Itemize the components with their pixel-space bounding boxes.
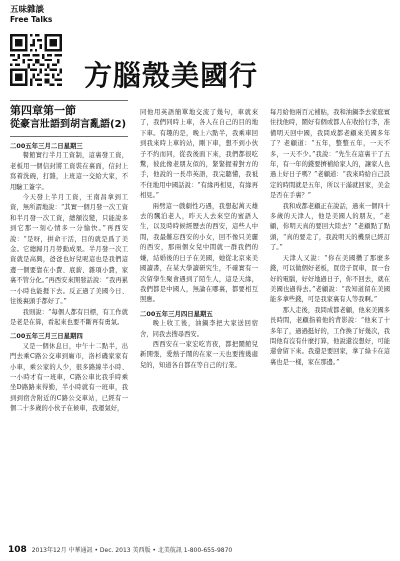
diary-date: 二00五年三月四日星期五 (140, 309, 213, 318)
paragraph: 每月給他兩百元補貼，我和油鍋李去家庭賓住找他時，鬧好有個或都人在收拾行李，准備明天回中國，我問成都老顧來美國多年了？老顧道：“五年，整整五年，一天不多，一天不少。”我說：“先生在這裏干了五年，有一年的錢要擠補給家人的，讓家人也過上好日子嗎？”老顧道：“我來時給自己設定的時間就是五年，所以干滿就回家，美金是否在手裏？” (270, 109, 390, 200)
section-name-en: Free Talks (10, 14, 53, 24)
section-name-cn: 五味雜談 (10, 5, 45, 15)
chapter-number: 第四章第一節 (10, 104, 76, 117)
paragraph: 天津人又說：“你在美國攢了那麼多錢，可以做個好老板，買房子買車，買一台好的電腦，好好地過日子，你不回去，就在美國也過得去。”老顧說：“我知道留在美國能多拿些錢，可是我家裏有人等我啊。” (270, 254, 390, 304)
page-footer (8, 545, 232, 555)
diary-date: 二00五年三月三日星期四 (10, 332, 83, 341)
paragraph: 同他用英語簡單地交流了幾句，車就來了，我們同時上車，各人在自己的目的地下車。有趣的是，晚上六點半，我乘車回到我來時上車的站，剛下車，想不到小伙子不約而同，從我後面下來，我們都很吃驚，彼此像老朋友似的，緊緊握着對方的手，他說的一長串英語，我完聽懂，我祗不住地用中國話說：“有緣再相見，有緣再相見。” (140, 109, 258, 200)
page-number: 108 (8, 545, 27, 555)
paragraph: 又是一個休息日，中午十二點半，出門去乘C路公交車到廟市，洛杉磯家家有小車，乘公家的人少，很多路線半小時、一小時才有一班車，C路公車比我乎時乘坐D路路來得勤，半小時就有一班車，我到到宿舍附近的C路公交車站，已經有一個二十多歲的小伙子在候車，我運氣好， (10, 342, 128, 413)
paragraph: 那人走後，我問成都老顧，他來美國多長時間，老顧指着他的背影說：“他來了十多年了，過過挺好的，工作換了好幾次，我問他有沒有什麼打算，他說還沒想好，可能還會留下來。我還是要回家，拿了綠卡在這裏也是一樣，家在那邊。” (270, 306, 390, 366)
qr-code (10, 34, 62, 86)
divider (10, 136, 128, 137)
section-header (10, 6, 52, 24)
paragraph: 今天發上半月工資，王南昌拿到工資，無所謂地說：“其實一個月發一次工資和半月發一次工資，總額沒變，只能說多到它那一刻心情多一分愉快。”再西安說：“是呀，拼命干活，目的就是爲了美金。它總歸月月勞動成果。半月發一次工資就是高興，爸爸也好兒呢這也是我們這邊一個要靠在小費、底薪、雜項小費，家裏不管分化。”再西安來開發話說：“我再累一小時也能捱下去。反正過了美國今日、往後裏頭手都好了。” (10, 194, 128, 306)
text-column-3 (270, 108, 390, 537)
paragraph: 餐館實行半月工資制，這裏發工資，老板用一個信封將工資裝在裏面，信封上寫着洗碗，打雜，上班這一交給大家，不用驗工簽字。 (10, 152, 128, 191)
diary-date: 二00五年三月二日星期三 (10, 142, 83, 150)
article-title: 方腦殼美國行 (84, 59, 259, 92)
paragraph: 兩劈這一戲劇性巧遇，我想起萬天雄去的飄泊老人，昨天人去來空的蜜語人生，以及時時候經歷去的西安，這些人中間，我最難忘西安的小女，回不像只美麗的西安，那兩個女兒中間就一群我們的嫌，結婚後的日子在美國，她從北京來美國讀書，在某大學讀研究生，不確實有一次留學生聚會遇到了陌生人，這是天緣，我們都是中國人，無論在哪裏，都要相互照應。 (140, 202, 258, 304)
paragraph: 我和成都老顧正在說話，過來一個四十多歲的天津人，他是美國人的朋友，“老顧，你明天真的要回大陸去？”老顧點了點頭，“真的要走了，我說明天的機票已經訂了。” (270, 202, 390, 252)
chapter-subtitle: 從豪言壯語到胡言亂語(2) (10, 119, 127, 130)
paragraph: 晚上收工後，油鍋李把大家送回宿舍，同我去搜尋西安。 (140, 320, 258, 338)
footer-text: 2013年12月 中華通訊 • Dec. 2013 美西版 • 北美航訊 1-800-655-9870 (31, 547, 233, 554)
divider (10, 100, 128, 101)
text-column-2 (140, 108, 258, 537)
paragraph: 西西安在一家宏吃宵夜，都把鬧館兒新開張，愛熱子鬧的在家一天也要搜幾處兒的，知道各自都在等自己的行業。 (140, 340, 258, 369)
paragraph: 我則說：“每個人都有目標，有工作就是老是在算，看起來也要不斷再有勇氣。 (10, 308, 128, 326)
chapter-heading (10, 104, 128, 132)
text-column-1 (10, 141, 128, 537)
